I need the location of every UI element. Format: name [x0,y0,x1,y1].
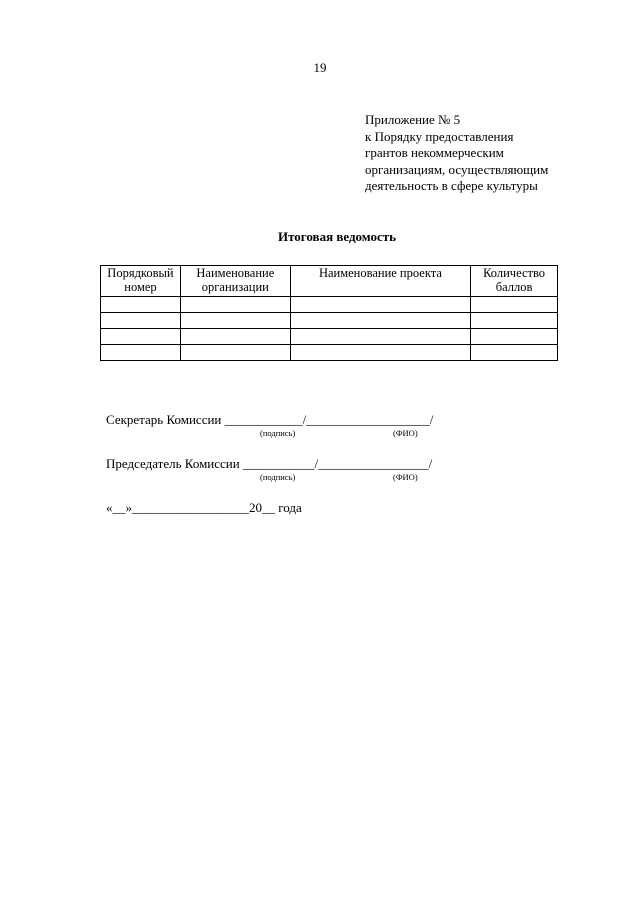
document-title: Итоговая ведомость [277,229,397,244]
table-cell[interactable] [290,297,470,313]
header-line: Порядковый [107,266,174,280]
appendix-line: к Порядку предоставления [365,128,514,144]
secretary-caption-sign: (подпись) [260,428,296,438]
secretary-signature-line [106,412,433,428]
date-line[interactable]: «__»__________________20__ года [106,500,302,515]
table-cell[interactable] [180,297,290,313]
appendix-line: деятельность в сфере культуры [365,178,538,193]
table-cell[interactable] [471,345,558,361]
table-cell[interactable] [180,329,290,345]
table-cell[interactable] [101,313,181,329]
column-header-organization [180,266,290,297]
column-header-project [290,266,470,297]
appendix-line: грантов некоммерческим [365,145,504,160]
appendix-line: организациям, осуществляющим [365,161,549,177]
table-cell[interactable] [180,313,290,329]
chairman-label: Председатель Комиссии [106,456,240,471]
column-header-number [101,266,181,297]
summary-table [100,265,558,361]
table-cell[interactable] [101,345,181,361]
table-row [101,345,558,361]
appendix-block [365,112,635,195]
appendix-line: Приложение № 5 [365,112,461,127]
header-line: баллов [495,280,533,294]
table-cell[interactable] [471,329,558,345]
table-header-row [101,266,558,297]
secretary-blank[interactable]: ____________/___________________/ [224,412,434,427]
chairman-signature-line [106,456,432,472]
table-cell[interactable] [180,345,290,361]
secretary-label: Секретарь Комиссии [106,412,222,427]
secretary-caption-name: (ФИО) [393,428,418,438]
page-number: 19 [313,60,327,75]
table-cell[interactable] [101,297,181,313]
chairman-caption-name: (ФИО) [393,472,418,482]
header-line: организации [201,280,269,294]
header-line: Наименование [196,266,275,280]
chairman-caption-sign: (подпись) [260,472,296,482]
table-cell[interactable] [471,297,558,313]
column-header-score [471,266,558,297]
table-row [101,329,558,345]
table-cell[interactable] [101,329,181,345]
header-line: номер [124,280,157,294]
header-line: Наименование проекта [318,266,442,280]
header-line: Количество [483,266,546,280]
table-cell[interactable] [471,313,558,329]
chairman-blank[interactable]: ___________/_________________/ [242,456,433,471]
table-cell[interactable] [290,329,470,345]
table-row [101,297,558,313]
table-row [101,313,558,329]
table-cell[interactable] [290,345,470,361]
table-cell[interactable] [290,313,470,329]
